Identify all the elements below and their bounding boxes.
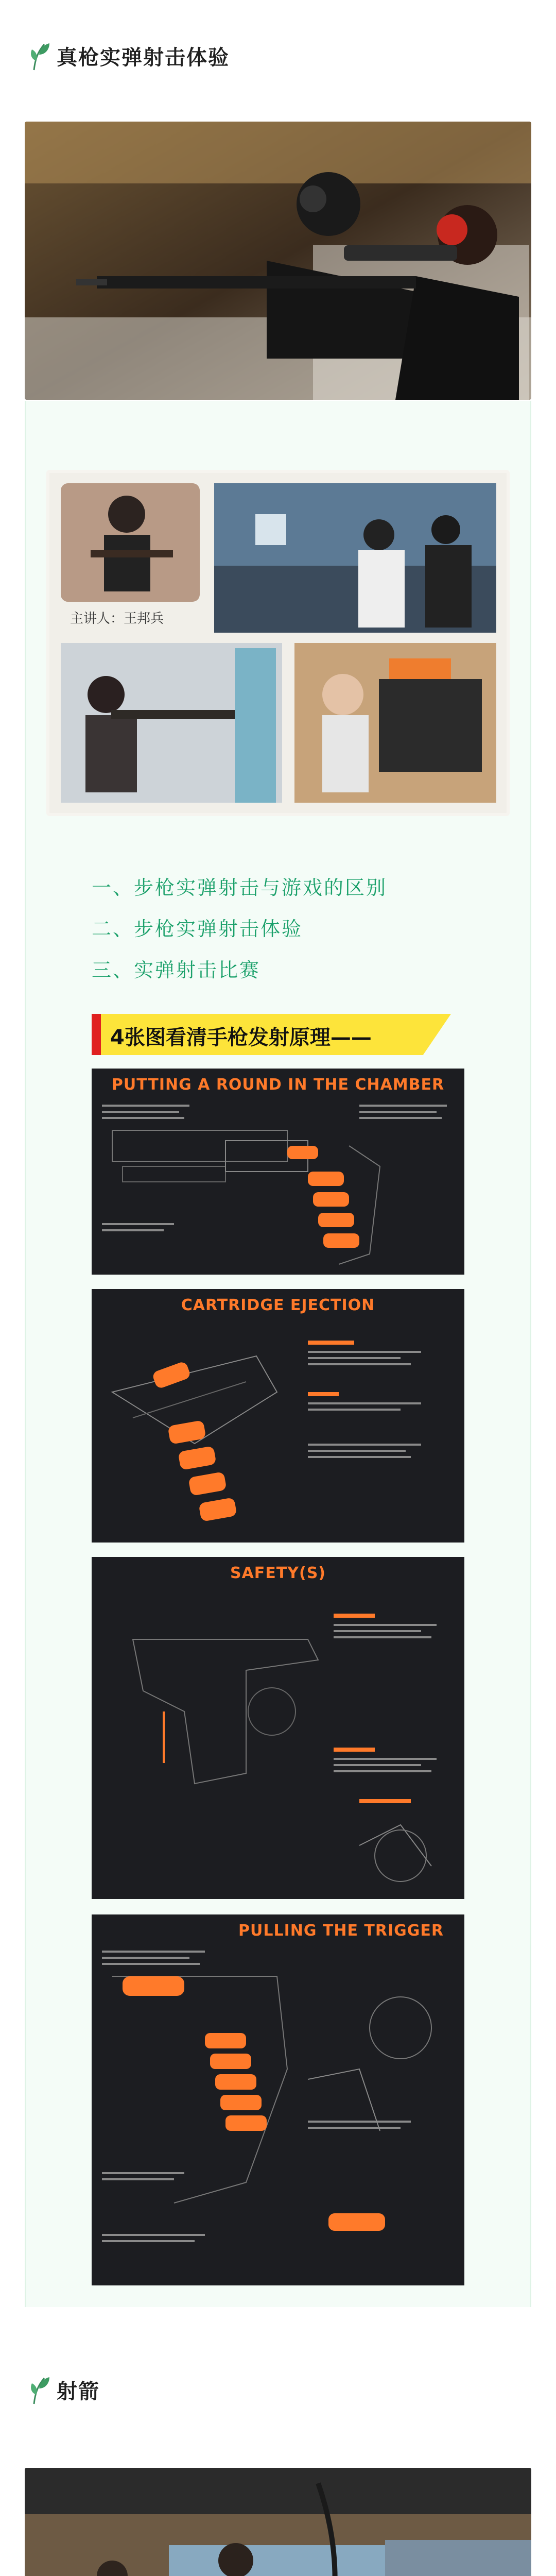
diagram-ejection [92,1289,464,1543]
shooting-hero-photo [25,122,531,400]
section-title: 射箭 [57,2379,100,2403]
diagram-title: PULLING THE TRIGGER [238,1922,444,1940]
leaf-icon [29,40,51,71]
diagram-title: PUTTING A ROUND IN THE CHAMBER [111,1076,445,1094]
section-title: 真枪实弹射击体验 [57,45,230,70]
diagram-title: CARTRIDGE EJECTION [181,1296,375,1314]
banner-text: 4张图看清手枪发射原理—— [110,1026,372,1049]
section-header-shooting [29,40,230,71]
section-header-archery [29,2374,100,2405]
leaf-icon [29,2374,51,2405]
diagram-safety [92,1557,464,1899]
diagram-chambering [92,1069,464,1275]
pistol-principle-banner [92,1014,483,1055]
collage [49,473,507,813]
diagram-title: SAFETY(S) [230,1564,326,1582]
list-item: 三、实弹射击比赛 [92,959,261,981]
list-item: 二、步枪实弹射击体验 [92,918,303,940]
archery-range-photo [25,2468,531,2576]
lecturer-caption: 主讲人：王邦兵 [70,611,164,626]
diagram-trigger [92,1914,464,2285]
list-item: 一、步枪实弹射击与游戏的区别 [92,876,388,899]
